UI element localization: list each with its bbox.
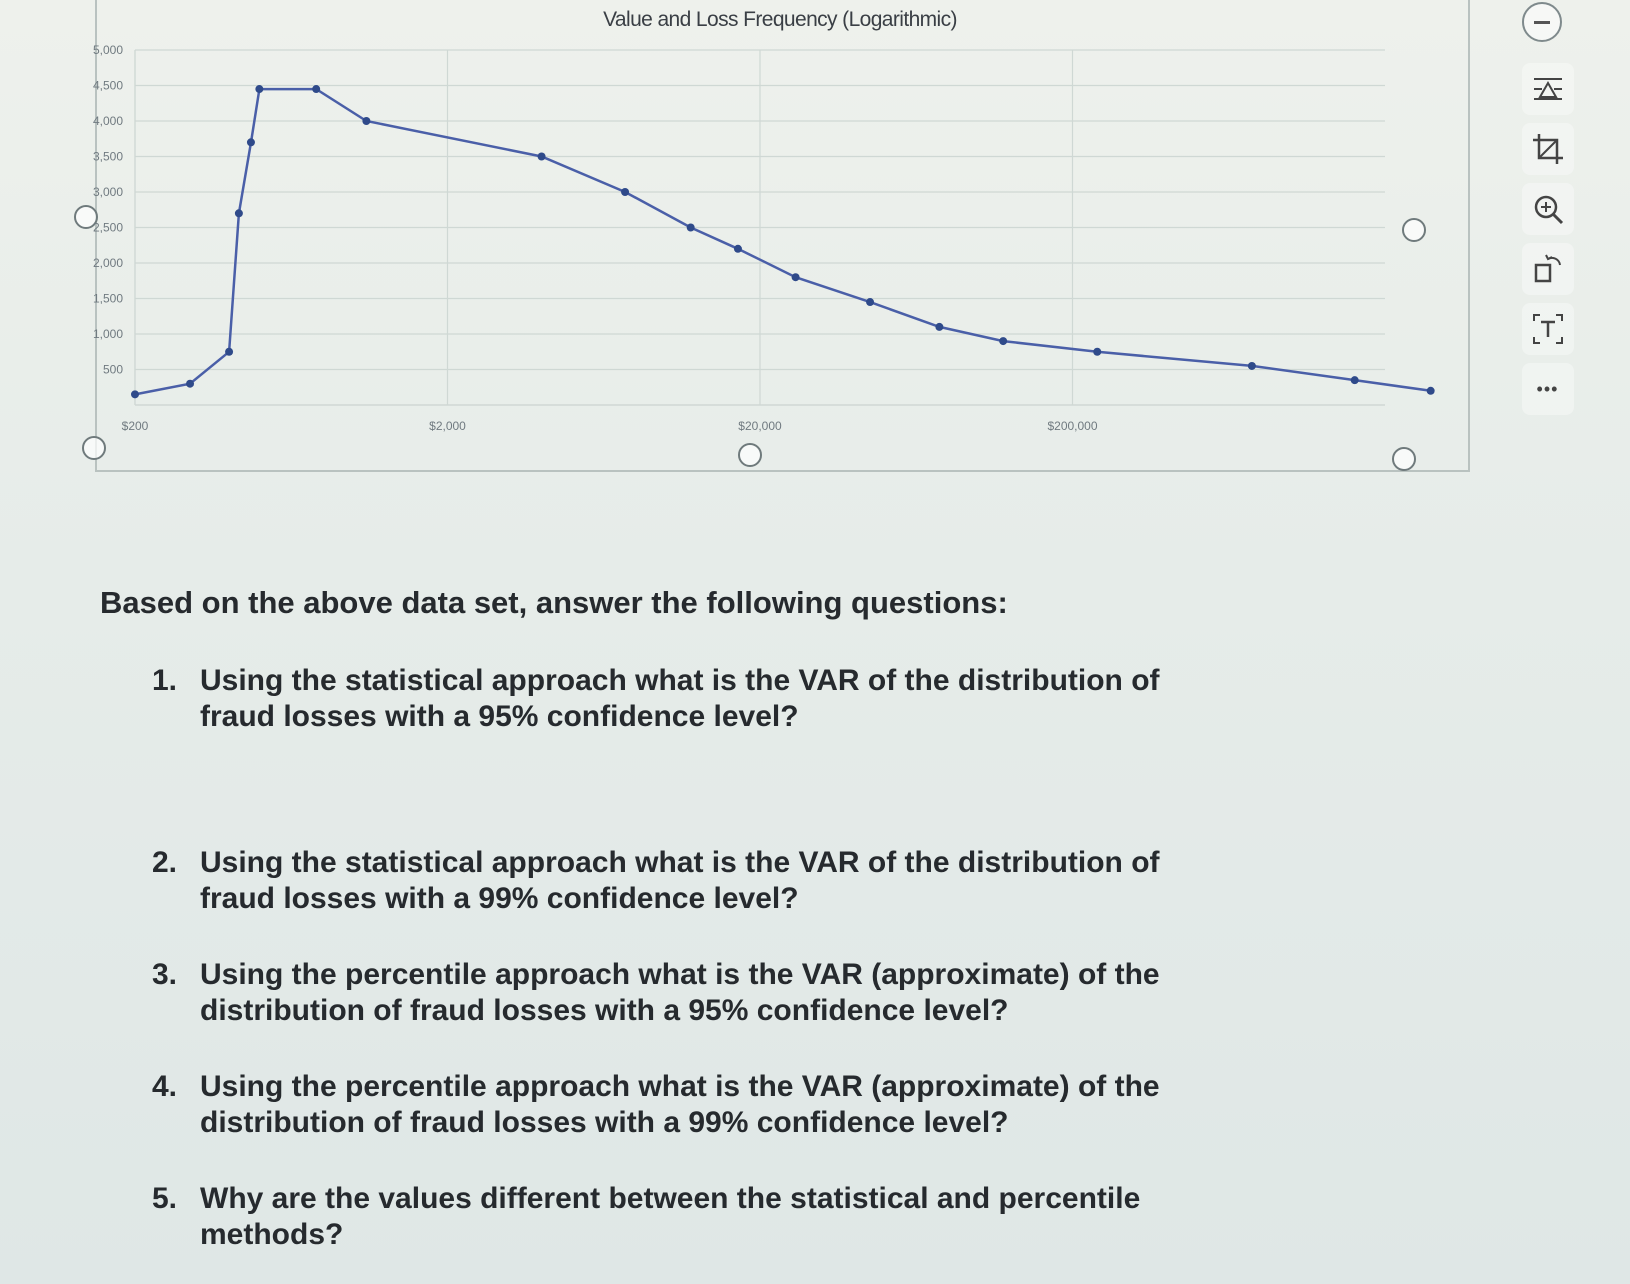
question-line: Using the percentile approach what is the VAR (approximate) of the xyxy=(200,958,1160,991)
x-tick-label: $20,000 xyxy=(738,419,782,433)
image-toolbar xyxy=(1500,0,1595,500)
question-line: distribution of fraud losses with a 99% confidence level? xyxy=(200,1106,1009,1139)
y-tick-label: 1,500 xyxy=(92,291,123,306)
question-item xyxy=(152,1069,1292,1141)
question-line: Why are the values different between the statistical and percentile xyxy=(200,1182,1141,1215)
question-number: 2. xyxy=(152,846,178,879)
data-point xyxy=(312,85,320,93)
x-axis-labels xyxy=(122,419,1098,433)
question-number: 4. xyxy=(152,1070,178,1103)
chart-filter-button[interactable] xyxy=(1522,63,1574,115)
series-line xyxy=(135,89,1431,394)
x-tick-label: $200 xyxy=(121,419,149,433)
data-point xyxy=(362,117,370,125)
y-tick-label: 1,000 xyxy=(92,327,123,341)
rotate-icon xyxy=(1530,251,1566,287)
data-point xyxy=(621,188,629,196)
zoom-in-button[interactable] xyxy=(1522,183,1574,235)
question-line: methods? xyxy=(200,1218,344,1251)
crop-button[interactable] xyxy=(1522,123,1574,175)
data-point xyxy=(999,337,1007,345)
y-tick-label: 4,500 xyxy=(92,78,123,93)
more-options-button[interactable] xyxy=(1522,363,1574,415)
data-point xyxy=(247,138,255,146)
data-point xyxy=(1248,362,1256,370)
x-tick-label: $200,000 xyxy=(1047,419,1098,433)
question-item xyxy=(152,1181,1292,1253)
question-line: fraud losses with a 95% confidence level? xyxy=(200,700,799,733)
y-tick-label: 3,000 xyxy=(92,185,123,199)
crop-icon xyxy=(1530,131,1566,167)
question-item xyxy=(152,957,1292,1029)
data-point xyxy=(687,224,695,232)
rotate-button[interactable] xyxy=(1522,243,1574,295)
data-point xyxy=(734,245,742,253)
data-point xyxy=(935,323,943,331)
question-item xyxy=(152,845,1292,917)
data-point xyxy=(538,153,546,161)
chart-title: Value and Loss Frequency (Logarithmic) xyxy=(603,8,957,31)
y-axis-labels xyxy=(93,43,123,377)
question-line: Using the statistical approach what is the VAR of the distribution of xyxy=(200,664,1160,697)
question-line: Using the statistical approach what is the VAR of the distribution of xyxy=(200,846,1160,879)
data-point xyxy=(225,348,233,356)
data-point xyxy=(1093,348,1101,356)
data-point xyxy=(866,298,874,306)
question-number: 3. xyxy=(152,958,178,991)
instructions-heading: Based on the above data set, answer the following questions: xyxy=(100,585,1008,620)
data-point xyxy=(1427,387,1435,395)
data-point xyxy=(186,380,194,388)
question-list xyxy=(152,663,1292,1253)
data-point xyxy=(792,273,800,281)
more-icon: ••• xyxy=(1536,378,1559,399)
y-tick-label: 3,500 xyxy=(92,149,123,164)
data-point xyxy=(255,85,263,93)
question-line: Using the percentile approach what is the VAR (approximate) of the xyxy=(200,1070,1160,1103)
question-number: 1. xyxy=(152,664,178,697)
question-number: 5. xyxy=(152,1182,178,1215)
x-tick-label: $2,000 xyxy=(429,419,466,433)
data-point xyxy=(1351,376,1359,384)
data-point xyxy=(131,390,139,398)
y-tick-label: 500 xyxy=(102,362,123,377)
alt-text-button[interactable] xyxy=(1522,303,1574,355)
y-tick-label: 5,000 xyxy=(92,43,123,57)
chart-series xyxy=(131,85,1435,398)
chart-plot[interactable] xyxy=(0,0,1470,470)
question-line: fraud losses with a 99% confidence level? xyxy=(200,882,799,915)
y-tick-label: 2,000 xyxy=(92,256,123,270)
y-tick-label: 4,000 xyxy=(92,114,123,128)
zoom-in-icon xyxy=(1530,191,1566,227)
chart-filter-icon xyxy=(1530,71,1566,107)
alt-text-icon xyxy=(1530,311,1566,347)
data-point xyxy=(235,209,243,217)
y-tick-label: 2,500 xyxy=(92,220,123,235)
question-item xyxy=(152,663,1292,735)
question-line: distribution of fraud losses with a 95% confidence level? xyxy=(200,994,1009,1027)
chart-gridlines xyxy=(135,50,1385,405)
